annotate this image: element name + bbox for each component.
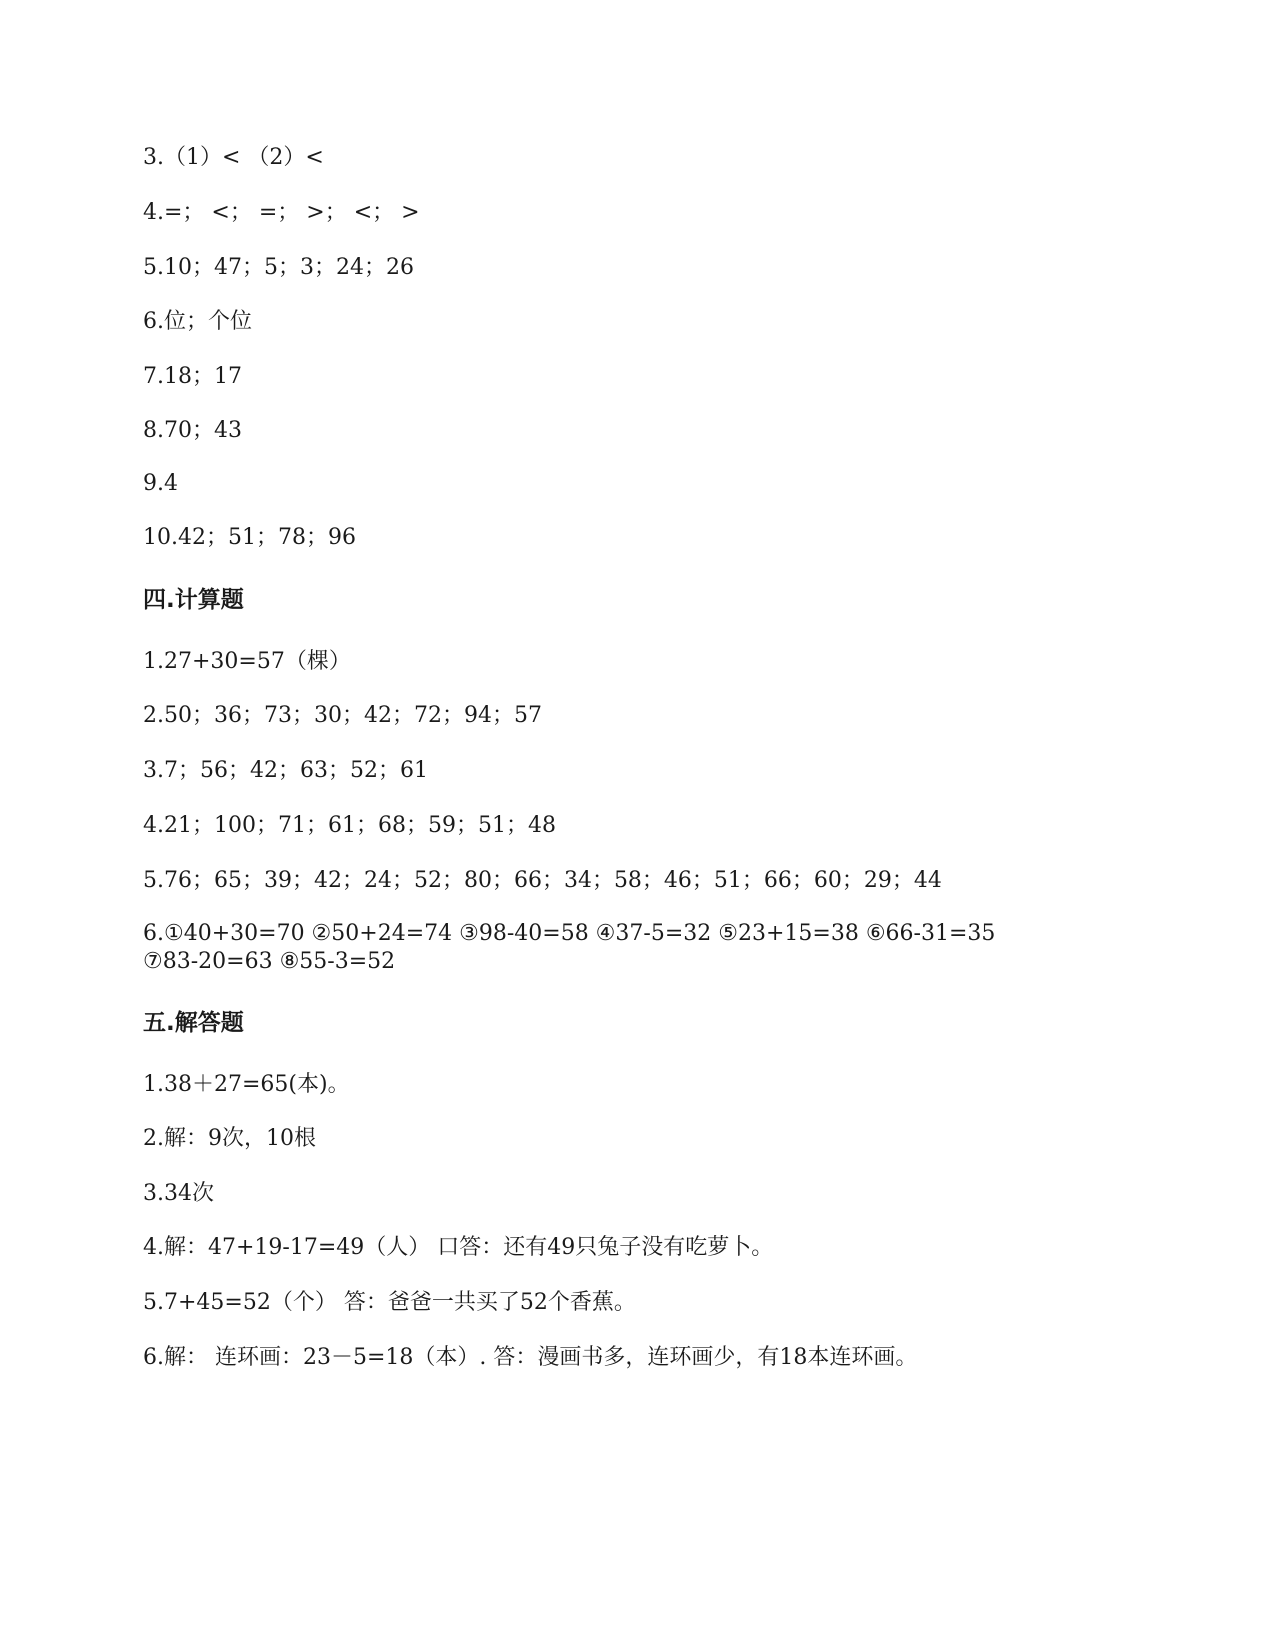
answer-line: 6.①40+30=70 ②50+24=74 ③98-40=58 ④37-5=32 ⑤23+15=38 ⑥66-31=35 ⑦83-20=63 ⑧55-3=52 [143,921,996,974]
answer-line: 2.50；36；73；30；42；72；94；57 [143,703,542,728]
answer-line: 2.解：9次，10根 [143,1126,316,1151]
section-heading: 五.解答题 [143,1010,244,1036]
answer-line: 4.=； <； =； >； <； > [143,200,420,225]
answer-line: 3.34次 [143,1181,214,1206]
answer-line: 3.（1）< （2）< [143,145,324,170]
answer-line: 9.4 [143,471,178,496]
answer-line: 4.解：47+19-17=49（人） 口答：还有49只兔子没有吃萝卜。 [143,1235,774,1260]
answer-line: 5.7+45=52（个） 答：爸爸一共买了52个香蕉。 [143,1290,636,1315]
answer-line: 7.18；17 [143,364,242,389]
answer-line: 1.27+30=57（棵） [143,649,351,674]
answer-line: 5.76；65；39；42；24；52；80；66；34；58；46；51；66；60；29；44 [143,868,942,893]
answer-line: 4.21；100；71；61；68；59；51；48 [143,813,556,838]
answer-line: 6.解： 连环画：23－5=18（本）. 答：漫画书多，连环画少，有18本连环画。 [143,1345,918,1370]
answer-line: 1.38＋27=65(本)。 [143,1072,350,1097]
answer-line: 8.70；43 [143,418,242,443]
answer-line: 5.10；47；5；3；24；26 [143,255,414,280]
answer-line: 6.位；个位 [143,309,252,334]
section-heading: 四.计算题 [143,587,244,613]
answer-line: 10.42；51；78；96 [143,525,356,550]
answer-line: 3.7；56；42；63；52；61 [143,758,428,783]
